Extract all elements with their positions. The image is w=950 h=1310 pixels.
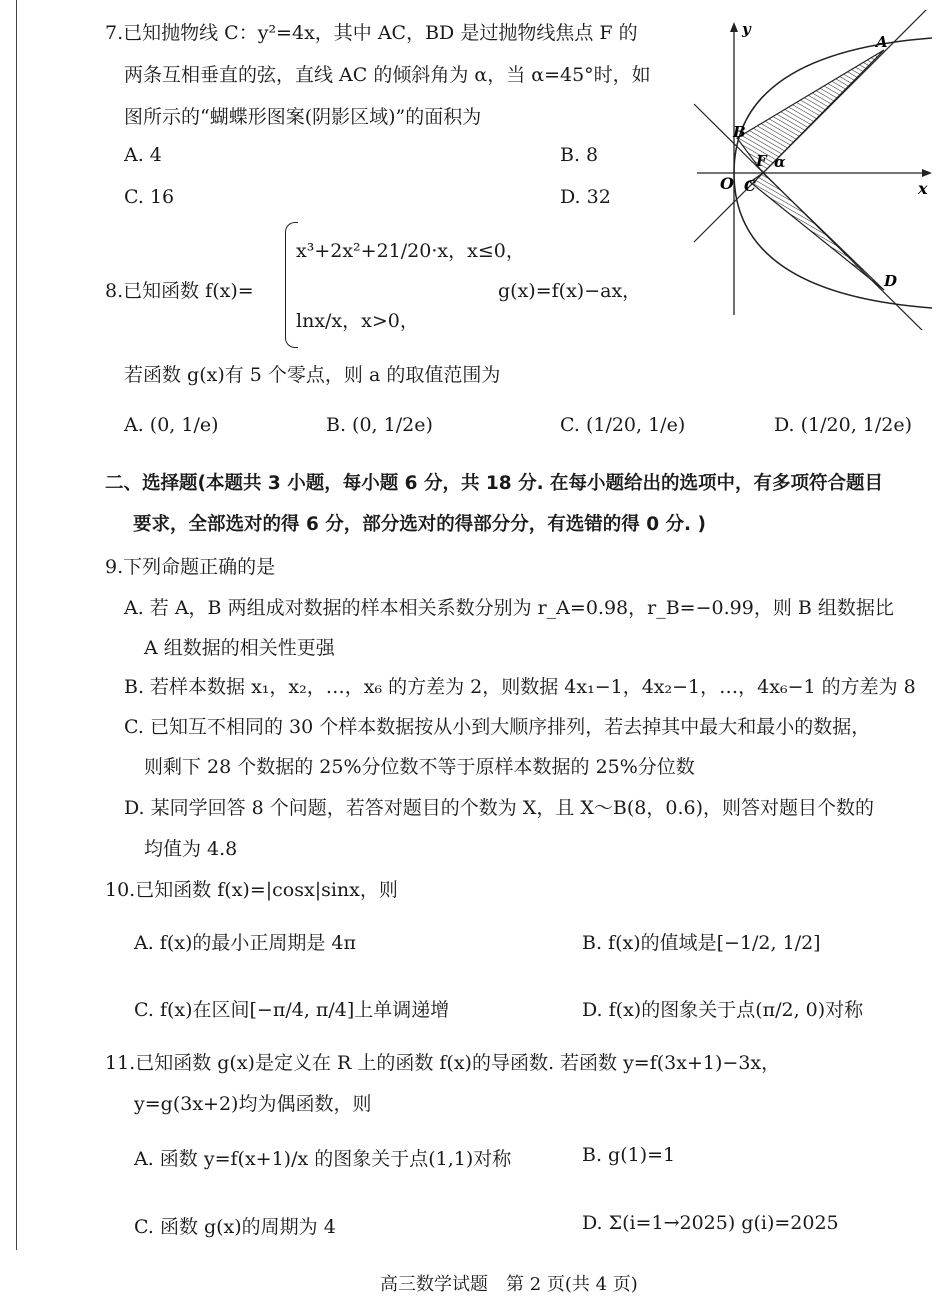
q8-g-definition: g(x)=f(x)−ax， — [498, 280, 642, 302]
q10-option-d: D. f(x)的图象关于点(π/2, 0)对称 — [582, 999, 864, 1021]
q11-option-d: D. Σ(i=1→2025) g(i)=2025 — [582, 1212, 839, 1234]
q7-line2: 两条互相垂直的弦，直线 AC 的倾斜角为 α，当 α=45°时，如 — [124, 64, 651, 86]
q10-option-a: A. f(x)的最小正周期是 4π — [134, 932, 356, 954]
parabola-figure — [692, 10, 940, 330]
q9-stem: 9.下列命题正确的是 — [105, 556, 276, 578]
q11-option-b: B. g(1)=1 — [582, 1144, 676, 1166]
q9-option-c-line1: C. 已知互不相同的 30 个样本数据按从小到大顺序排列，若去掉其中最大和最小的数据， — [124, 716, 871, 738]
q7-line3: 图所示的“蝴蝶形图案(阴影区域)”的面积为 — [124, 106, 482, 128]
q8-option-a: A. (0, 1/e) — [124, 414, 219, 436]
q9-option-d-line2: 均值为 4.8 — [144, 838, 238, 860]
q9-option-c-line2: 则剩下 28 个数据的 25%分位数不等于原样本数据的 25%分位数 — [144, 756, 695, 778]
y-axis-arrow — [730, 22, 738, 32]
q7-option-b: B. 8 — [560, 144, 599, 166]
q7-line1: 7.已知抛物线 C：y²=4x，其中 AC，BD 是过抛物线焦点 F 的 — [105, 22, 638, 44]
label-origin: O — [720, 174, 734, 193]
q9-option-b: B. 若样本数据 x₁，x₂，…，x₆ 的方差为 2，则数据 4x₁−1，4x₂−1，…，4x₆−1 的方差为 8 — [124, 676, 916, 698]
q8-piece2: lnx/x，x>0， — [296, 310, 419, 332]
x-axis-arrow — [922, 169, 932, 177]
page-margin-line — [16, 0, 17, 1250]
line-bd — [694, 104, 932, 330]
label-f: F — [756, 152, 767, 170]
label-d: D — [884, 272, 898, 290]
q10-option-c: C. f(x)在区间[−π/4, π/4]上单调递增 — [134, 999, 450, 1021]
label-c: C — [744, 177, 756, 195]
label-b: B — [733, 123, 746, 141]
page-footer: 高三数学试题 第 2 页(共 4 页) — [380, 1274, 638, 1295]
q7-option-a: A. 4 — [124, 144, 162, 166]
q9-option-a-line2: A 组数据的相关性更强 — [144, 637, 335, 659]
q10-stem: 10.已知函数 f(x)=|cosx|sinx，则 — [105, 879, 398, 901]
q8-option-d: D. (1/20, 1/2e) — [774, 414, 913, 436]
q9-option-a-line1: A. 若 A，B 两组成对数据的样本相关系数分别为 r_A=0.98，r_B=−0.99，则 B 组数据比 — [124, 597, 894, 619]
q11-option-c: C. 函数 g(x)的周期为 4 — [134, 1216, 336, 1238]
q11-option-a: A. 函数 y=f(x+1)/x 的图象关于点(1,1)对称 — [134, 1148, 512, 1170]
label-alpha: α — [774, 153, 786, 171]
line-ac — [694, 10, 932, 242]
q8-option-b: B. (0, 1/2e) — [326, 414, 433, 436]
q8-option-c: C. (1/20, 1/e) — [560, 414, 686, 436]
q9-option-d-line1: D. 某同学回答 8 个问题，若答对题目的个数为 X，且 X～B(8，0.6)，则答对题目个数的 — [124, 797, 875, 819]
q8-stem: 若函数 g(x)有 5 个零点，则 a 的取值范围为 — [124, 364, 501, 386]
label-y: y — [742, 20, 751, 38]
q11-line2: y=g(3x+2)均为偶函数，则 — [134, 1093, 372, 1115]
label-x: x — [918, 179, 928, 198]
q7-option-d: D. 32 — [560, 186, 611, 208]
section2-instructions: 要求，全部选对的得 6 分，部分选对的得部分分，有选错的得 0 分. ) — [133, 514, 706, 535]
q11-line1: 11.已知函数 g(x)是定义在 R 上的函数 f(x)的导函数. 若函数 y=f(3x+1)−3x， — [105, 1052, 781, 1074]
label-a: A — [876, 33, 888, 51]
q8-piece1: x³+2x²+21/20·x，x≤0， — [296, 240, 525, 262]
q10-option-b: B. f(x)的值域是[−1/2, 1/2] — [582, 932, 821, 954]
q8-prefix: 8.已知函数 f(x)= — [105, 280, 254, 302]
q7-option-c: C. 16 — [124, 186, 175, 208]
section2-title: 二、选择题(本题共 3 小题，每小题 6 分，共 18 分. 在每小题给出的选项中，有多项符合题目 — [105, 473, 884, 494]
